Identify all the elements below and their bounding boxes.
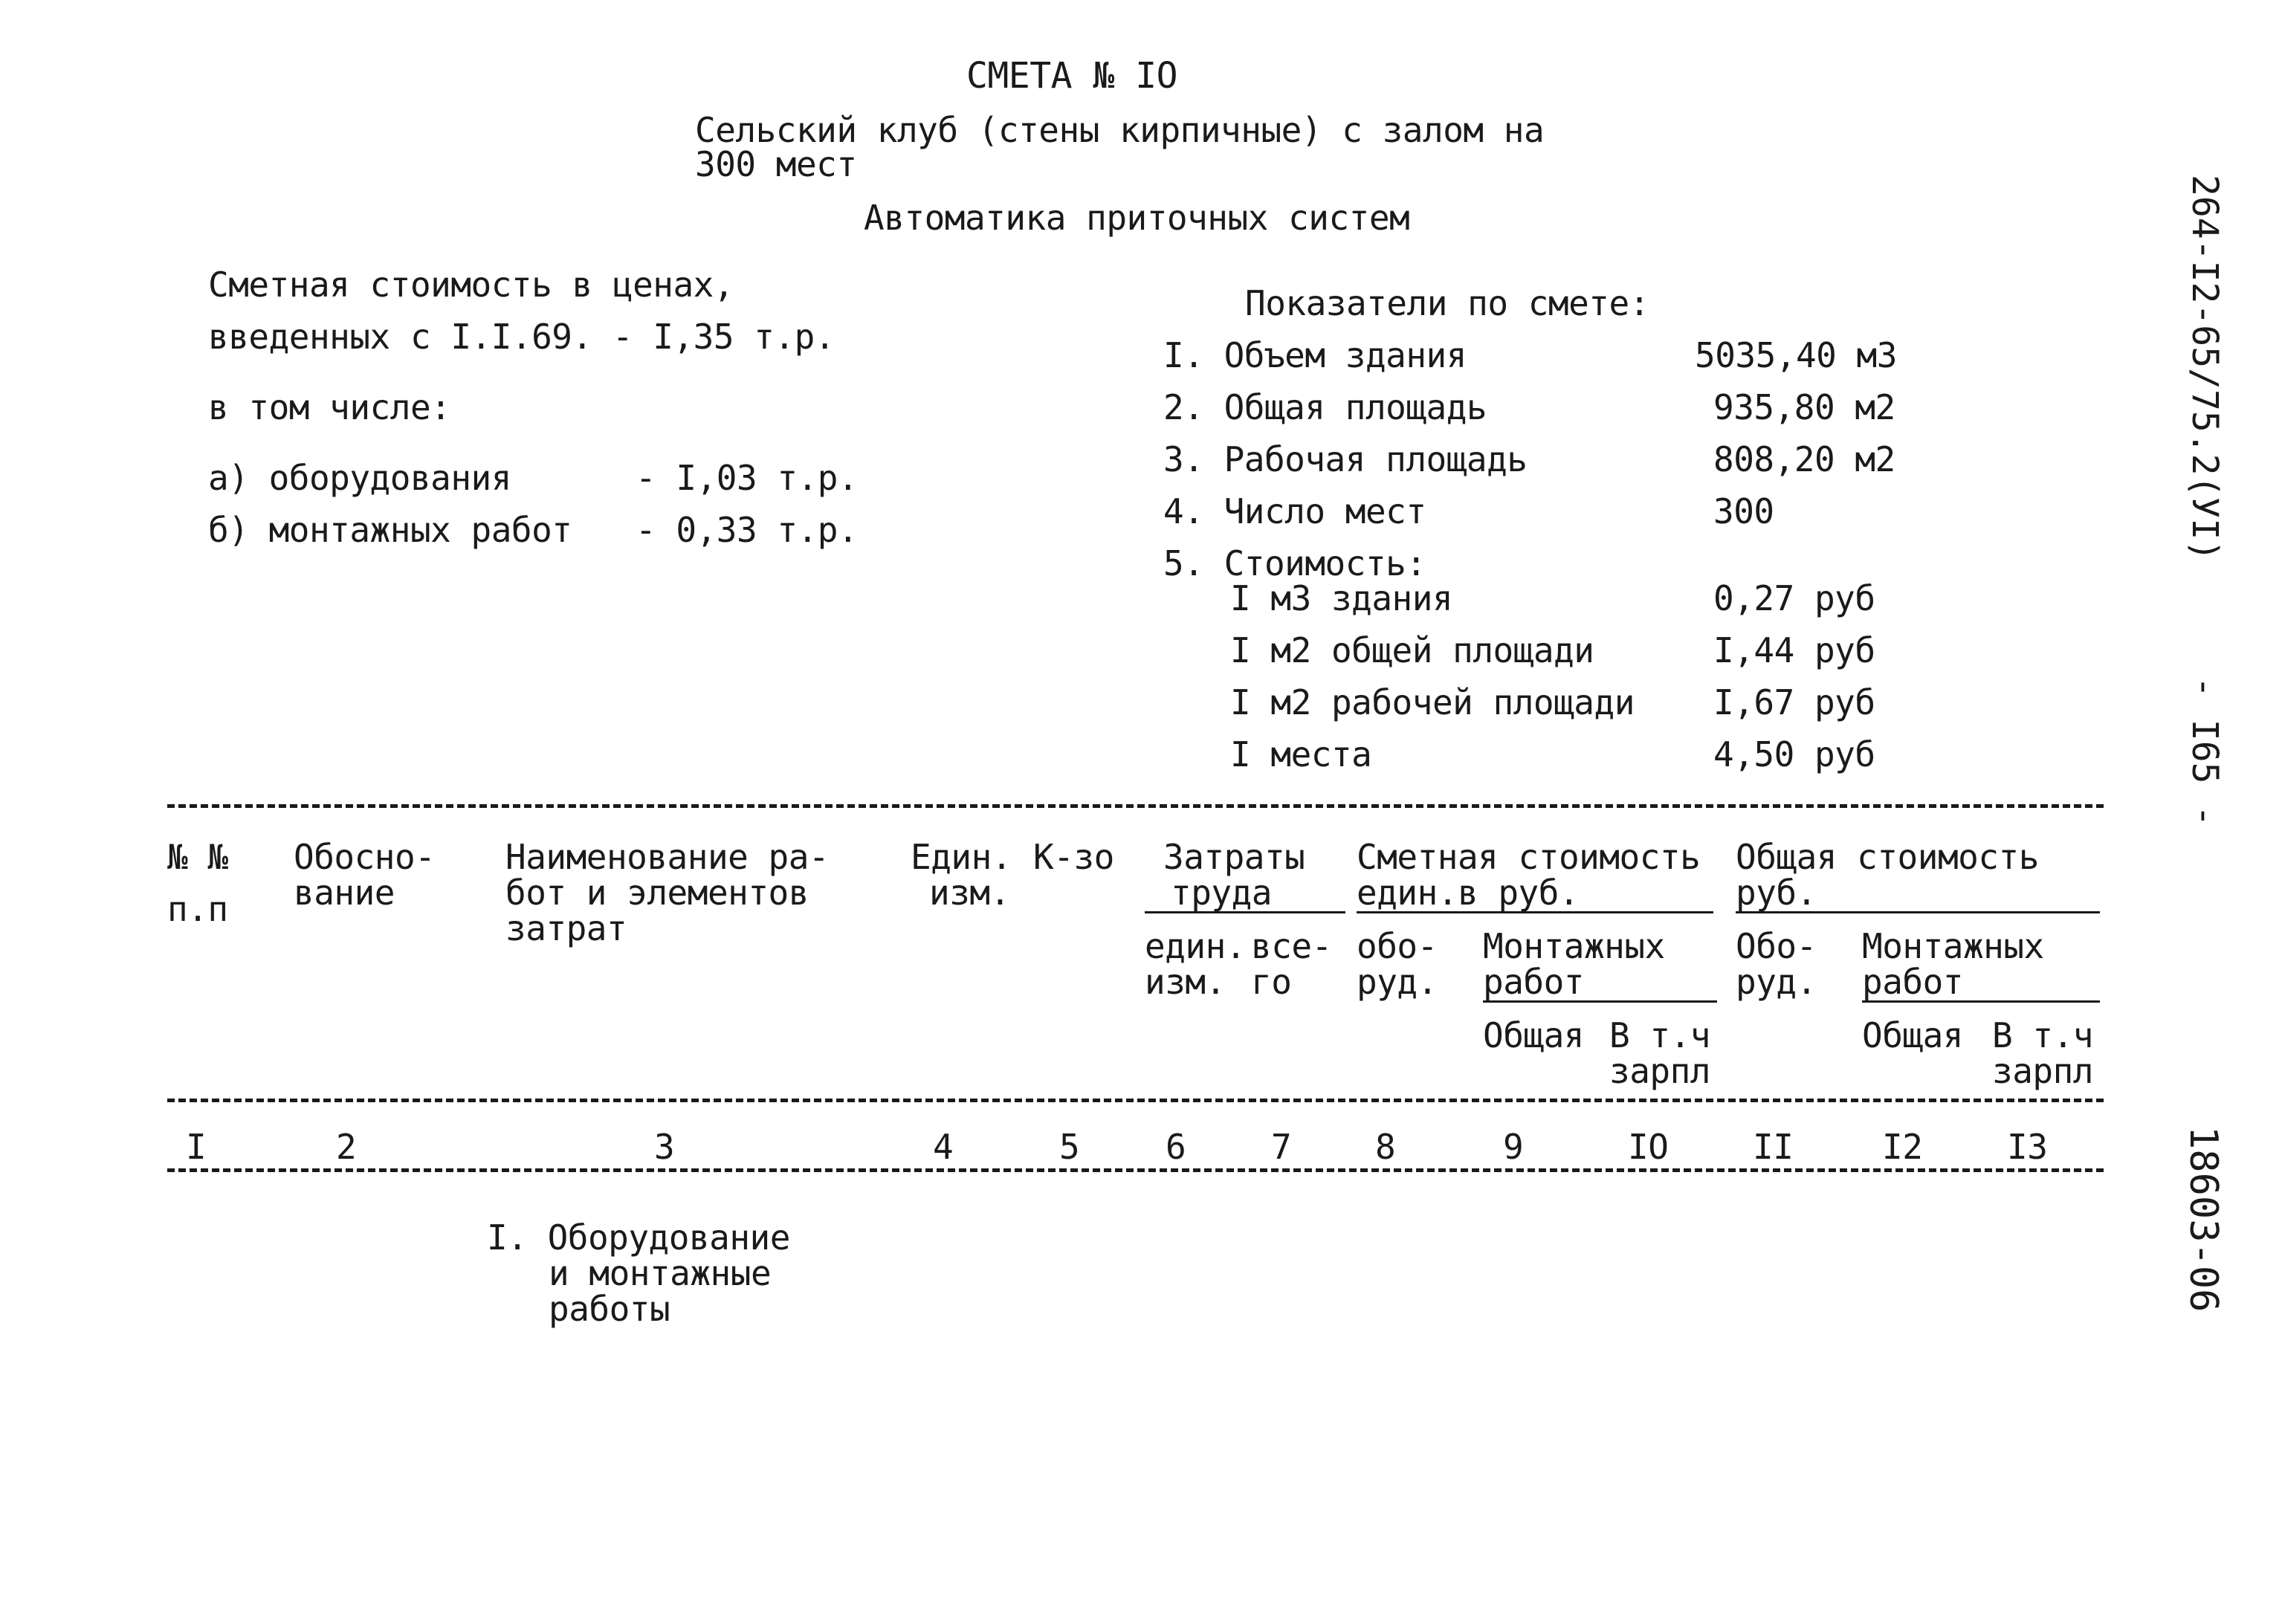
unit-mounting-total-label: Общая — [1483, 1015, 1584, 1055]
labor-total-label: все- — [1251, 926, 1332, 966]
cost-equipment-value: - I,03 т.р. — [636, 458, 859, 498]
col-qty-label: К-зо — [1033, 837, 1114, 877]
document-subtitle-line1: Сельский клуб (стены кирпичные) с залом на — [695, 110, 1545, 150]
col-npp-label: № № — [167, 837, 228, 877]
indicator-value: I,44 руб — [1713, 630, 1875, 670]
cost-line1: Сметная стоимость в ценах, — [208, 265, 734, 305]
column-number: 8 — [1375, 1127, 1396, 1167]
column-number: 6 — [1166, 1127, 1186, 1167]
column-number: 3 — [654, 1127, 675, 1167]
indicators-title: Показатели по смете: — [1245, 283, 1649, 323]
total-cost-group-label: руб. — [1736, 873, 1817, 913]
cost-line2: введенных с I.I.69. - I,35 т.р. — [208, 317, 835, 357]
total-mounting-wage-label: зарпл — [1992, 1051, 2093, 1091]
indicator-value: 935,80 м2 — [1713, 387, 1895, 427]
col-basis-label: вание — [294, 873, 395, 913]
table-header-bottom-rule — [167, 1099, 2104, 1102]
total-equipment-label: Обо- — [1736, 926, 1817, 966]
labor-group-label: труда — [1171, 873, 1272, 913]
indicator-label: 3. Рабочая площадь — [1163, 439, 1528, 479]
indicator-value: I,67 руб — [1713, 682, 1875, 722]
column-number: 5 — [1059, 1127, 1080, 1167]
unit-mounting-label: работ — [1483, 962, 1584, 1002]
column-number: 7 — [1271, 1127, 1292, 1167]
indicator-label: 5. Стоимость: — [1163, 543, 1426, 583]
labor-unit-label: изм. — [1145, 962, 1226, 1002]
indicator-label: 2. Общая площадь — [1163, 387, 1487, 427]
unit-cost-group-rule — [1357, 911, 1713, 913]
unit-mounting-wage-label: В т.ч — [1609, 1015, 1710, 1055]
column-number: II — [1753, 1127, 1794, 1167]
total-mounting-wage-label: В т.ч — [1992, 1015, 2093, 1055]
section-heading: I. Оборудование — [487, 1217, 790, 1258]
col-basis-label: Обосно- — [294, 837, 436, 877]
indicator-label: I места — [1230, 734, 1372, 774]
cost-equipment-label: а) оборудования — [208, 458, 511, 498]
unit-equipment-label: руд. — [1357, 962, 1438, 1002]
page-number: - I65 - — [2184, 676, 2226, 827]
section-heading: и монтажные — [549, 1253, 772, 1293]
column-number: I3 — [2007, 1127, 2048, 1167]
section-title: Автоматика приточных систем — [864, 198, 1410, 238]
document-title: СМЕТА № IO — [966, 55, 1177, 97]
column-number: I — [186, 1127, 207, 1167]
col-name-label: затрат — [505, 908, 627, 948]
indicator-value: 4,50 руб — [1713, 734, 1875, 774]
indicator-label: I м3 здания — [1230, 578, 1453, 618]
labor-group-rule — [1145, 911, 1345, 913]
cost-mounting-label: б) монтажных работ — [208, 510, 572, 550]
indicator-value: 300 — [1713, 491, 1774, 531]
column-number: 9 — [1503, 1127, 1524, 1167]
column-number: 2 — [336, 1127, 357, 1167]
section-heading: работы — [549, 1289, 670, 1329]
col-unit-label: Един. — [911, 837, 1012, 877]
total-mounting-label: работ — [1862, 962, 1963, 1002]
unit-mounting-wage-label: зарпл — [1609, 1051, 1710, 1091]
labor-unit-label: един. — [1145, 926, 1246, 966]
unit-cost-group-label: Сметная стоимость — [1357, 837, 1701, 877]
table-top-rule — [167, 804, 2104, 808]
unit-cost-group-label: един.в руб. — [1357, 873, 1580, 913]
indicator-value: 0,27 руб — [1713, 578, 1875, 618]
col-unit-label: изм. — [929, 873, 1010, 913]
inventory-number: 18603-06 — [2181, 1126, 2226, 1313]
column-number: IO — [1628, 1127, 1669, 1167]
unit-mounting-label: Монтажных — [1483, 926, 1665, 966]
indicator-value: 5035,40 м3 — [1695, 335, 1897, 375]
document-code: 264-I2-65/75.2(УI) — [2184, 175, 2226, 562]
total-mounting-total-label: Общая — [1862, 1015, 1963, 1055]
indicator-label: 4. Число мест — [1163, 491, 1426, 531]
column-numbers-rule — [167, 1168, 2104, 1172]
unit-mounting-rule — [1483, 1000, 1717, 1003]
unit-equipment-label: обо- — [1357, 926, 1438, 966]
indicator-label: I м2 общей площади — [1230, 630, 1594, 670]
column-number: I2 — [1882, 1127, 1923, 1167]
document-subtitle-line2: 300 мест — [695, 144, 857, 184]
cost-mounting-value: - 0,33 т.р. — [636, 510, 859, 550]
labor-total-label: го — [1251, 962, 1292, 1002]
col-name-label: Наименование ра- — [505, 837, 830, 877]
total-mounting-rule — [1862, 1000, 2100, 1003]
labor-group-label: Затраты — [1163, 837, 1305, 877]
total-equipment-label: руд. — [1736, 962, 1817, 1002]
total-cost-group-rule — [1736, 911, 2100, 913]
col-name-label: бот и элементов — [505, 873, 809, 913]
total-cost-group-label: Общая стоимость — [1736, 837, 2039, 877]
indicator-label: I м2 рабочей площади — [1230, 682, 1635, 722]
column-number: 4 — [933, 1127, 954, 1167]
total-mounting-label: Монтажных — [1862, 926, 2044, 966]
cost-including: в том числе: — [208, 387, 451, 427]
indicator-value: 808,20 м2 — [1713, 439, 1895, 479]
indicator-label: I. Объем здания — [1163, 335, 1467, 375]
col-npp-label: п.п — [167, 889, 228, 929]
